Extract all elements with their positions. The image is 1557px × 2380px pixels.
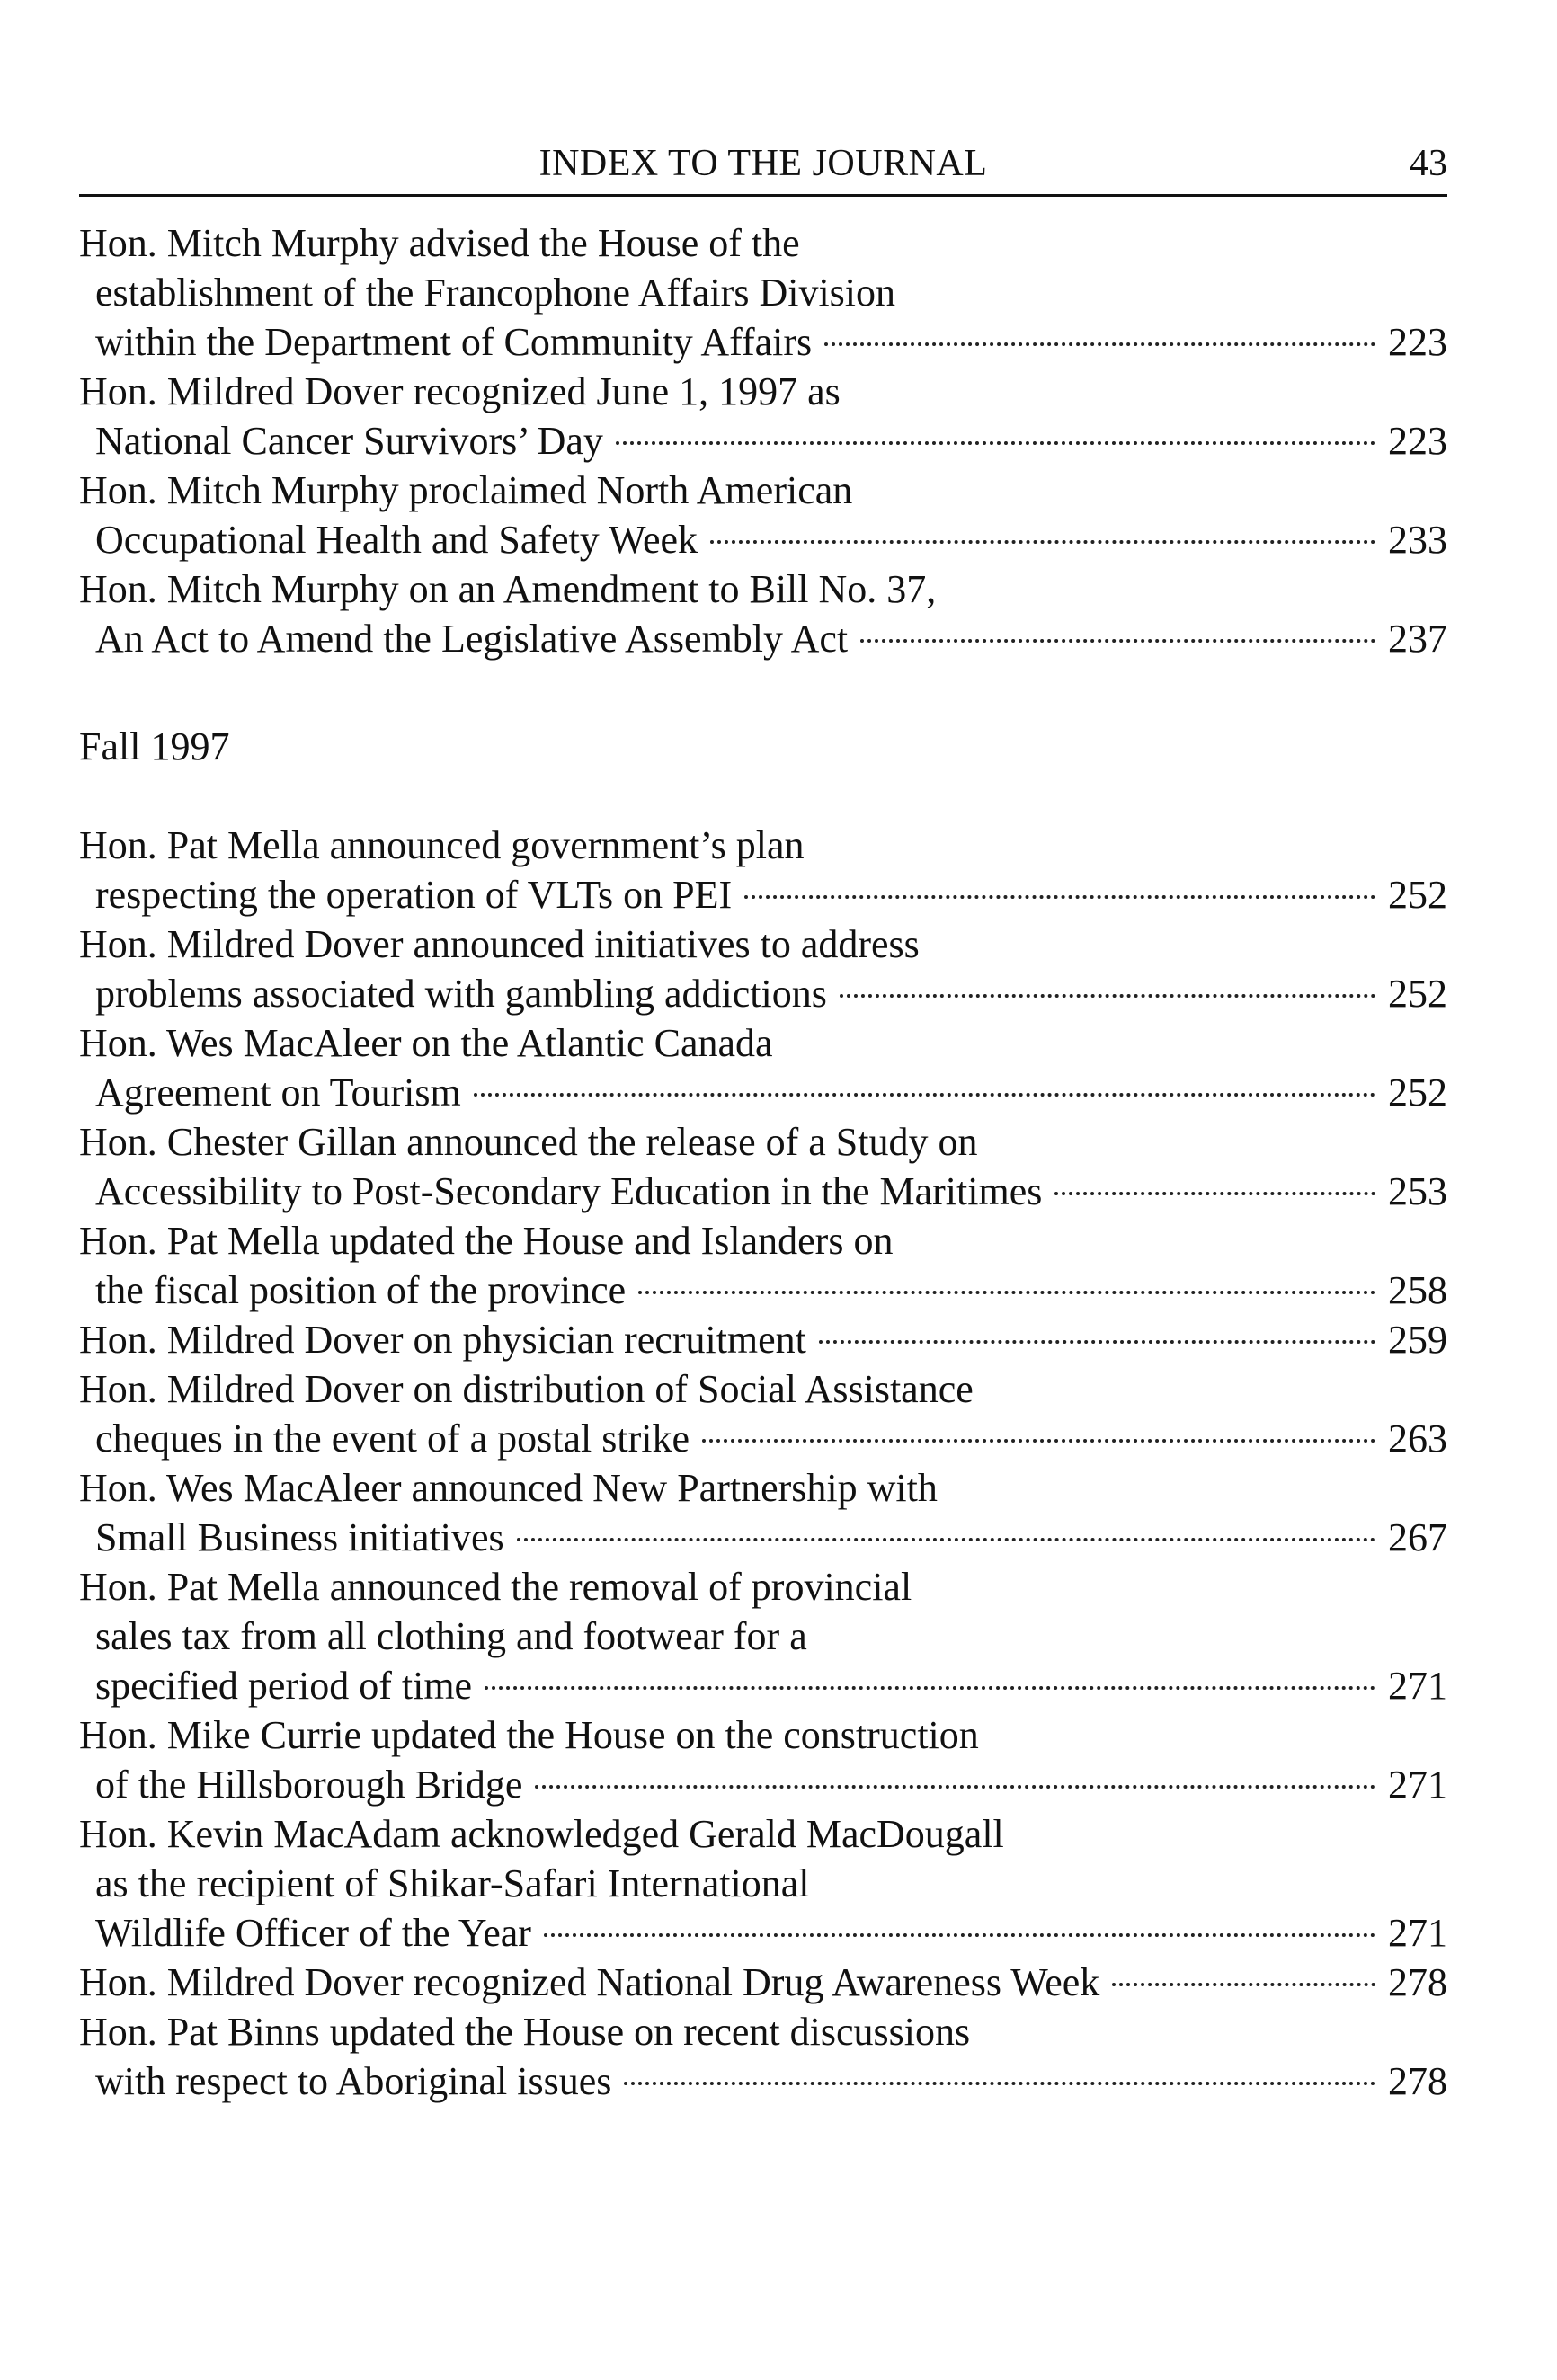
entry-text: Hon. Mildred Dover announced initiatives to address: [79, 922, 920, 966]
entry-page-number: 259: [1388, 1318, 1447, 1362]
dot-leader: [517, 1538, 1375, 1541]
entry-page-number: 278: [1388, 1960, 1447, 2004]
entry-line: [79, 1216, 1447, 1265]
dot-leader: [638, 1291, 1375, 1294]
entry-text: Agreement on Tourism: [95, 1070, 461, 1115]
entry-line: [79, 466, 1447, 515]
index-entry: [79, 821, 1447, 919]
entry-text: Hon. Mildred Dover recognized June 1, 1997 as: [79, 369, 841, 413]
entry-text: Hon. Mitch Murphy on an Amendment to Bill No. 37,: [79, 567, 937, 611]
entry-last-line: [79, 870, 1447, 919]
entry-text: Small Business initiatives: [95, 1515, 504, 1559]
entry-text: Wildlife Officer of the Year: [95, 1911, 531, 1955]
entry-text: Hon. Pat Mella announced the removal of provincial: [79, 1565, 912, 1609]
page-title: INDEX TO THE JOURNAL: [538, 143, 988, 184]
entry-text: establishment of the Francophone Affairs Division: [95, 271, 896, 315]
entry-last-line: [79, 1068, 1447, 1117]
entry-text: Hon. Mildred Dover recognized National Drug Awareness Week: [79, 1960, 1100, 2004]
entry-last-line: [79, 1414, 1447, 1463]
entry-page-number: 271: [1388, 1763, 1447, 1807]
dot-leader: [702, 1439, 1375, 1443]
entry-page-number: 263: [1388, 1416, 1447, 1461]
entry-page-number: 252: [1388, 873, 1447, 917]
entry-line: [79, 1463, 1447, 1513]
entry-line: [79, 1117, 1447, 1167]
entry-last-line: [79, 1958, 1447, 2007]
entry-line: [79, 564, 1447, 614]
dot-leader: [860, 639, 1375, 643]
entry-last-line: [79, 1760, 1447, 1809]
index-entry: [79, 1562, 1447, 1710]
entry-last-line: [79, 614, 1447, 663]
entry-text: Hon. Pat Mella announced government’s plan: [79, 823, 805, 867]
entry-text: Hon. Mitch Murphy proclaimed North American: [79, 468, 853, 512]
entry-line: [79, 367, 1447, 416]
entry-page-number: 252: [1388, 972, 1447, 1016]
entry-last-line: [79, 515, 1447, 564]
entry-text: Hon. Pat Binns updated the House on recent discussions: [79, 2010, 971, 2054]
index-section: [79, 722, 1447, 2106]
entry-text: within the Department of Community Affairs: [95, 320, 813, 364]
entry-line: [79, 268, 1447, 317]
entry-text: Hon. Pat Mella updated the House and Islanders on: [79, 1219, 894, 1263]
index-entry: [79, 1315, 1447, 1364]
index-entry: [79, 1117, 1447, 1216]
entry-last-line: [79, 1513, 1447, 1562]
section-heading: Fall 1997: [79, 724, 230, 768]
entry-line: [79, 1364, 1447, 1414]
entry-page-number: 233: [1388, 518, 1447, 562]
entry-text: Occupational Health and Safety Week: [95, 518, 698, 562]
index-section: [79, 218, 1447, 663]
entry-page-number: 223: [1388, 419, 1447, 463]
entry-last-line: [79, 969, 1447, 1018]
dot-leader: [840, 994, 1375, 998]
entry-text: as the recipient of Shikar-Safari International: [95, 1861, 810, 1905]
entry-page-number: 267: [1388, 1515, 1447, 1559]
index-entry: [79, 1216, 1447, 1315]
index-entry: [79, 1710, 1447, 1809]
index-entry: [79, 218, 1447, 367]
index-entry: [79, 466, 1447, 564]
entry-text: cheques in the event of a postal strike: [95, 1416, 690, 1461]
entry-text: sales tax from all clothing and footwear for a: [95, 1614, 807, 1658]
dot-leader: [474, 1093, 1375, 1097]
entry-page-number: 271: [1388, 1911, 1447, 1955]
entry-line: [79, 1018, 1447, 1068]
entry-text: Accessibility to Post-Secondary Education in the Maritimes: [95, 1169, 1043, 1213]
entry-last-line: [79, 1167, 1447, 1216]
entry-line: [79, 218, 1447, 268]
entry-text: Hon. Mildred Dover on physician recruitment: [79, 1318, 806, 1362]
entry-page-number: 237: [1388, 617, 1447, 661]
entry-line: [79, 2007, 1447, 2056]
dot-leader: [1054, 1192, 1375, 1195]
index-entry: [79, 564, 1447, 663]
index-body: [79, 197, 1447, 2106]
dot-leader: [624, 2082, 1375, 2085]
dot-leader: [819, 1340, 1375, 1344]
dot-leader: [824, 342, 1375, 346]
entry-last-line: [79, 2056, 1447, 2106]
entry-page-number: 258: [1388, 1268, 1447, 1312]
entry-page-number: 223: [1388, 320, 1447, 364]
entry-text: Hon. Mike Currie updated the House on the construction: [79, 1713, 979, 1757]
entry-text: An Act to Amend the Legislative Assembly Act: [95, 617, 849, 661]
entry-last-line: [79, 317, 1447, 367]
entry-text: with respect to Aboriginal issues: [95, 2059, 612, 2103]
entry-text: of the Hillsborough Bridge: [95, 1763, 523, 1807]
index-entry: [79, 1364, 1447, 1463]
page-header: [79, 135, 1447, 197]
entry-line: [79, 1562, 1447, 1612]
dot-leader: [485, 1686, 1375, 1690]
entry-last-line: [79, 416, 1447, 466]
entry-line: [79, 821, 1447, 870]
dot-leader: [710, 540, 1375, 544]
index-entry: [79, 1809, 1447, 1958]
index-entry: [79, 1463, 1447, 1562]
dot-leader: [744, 895, 1375, 899]
entry-last-line: [79, 1661, 1447, 1710]
dot-leader: [544, 1933, 1375, 1937]
entry-text: specified period of time: [95, 1664, 473, 1708]
entry-page-number: 253: [1388, 1169, 1447, 1213]
entry-text: Hon. Mitch Murphy advised the House of the: [79, 221, 800, 265]
entry-page-number: 278: [1388, 2059, 1447, 2103]
entry-line: [79, 1859, 1447, 1908]
entry-line: [79, 919, 1447, 969]
entry-text: Hon. Chester Gillan announced the release of a Study on: [79, 1120, 978, 1164]
entry-text: Hon. Kevin MacAdam acknowledged Gerald MacDougall: [79, 1812, 1004, 1856]
index-entry: [79, 1958, 1447, 2007]
entry-last-line: [79, 1908, 1447, 1958]
dot-leader: [616, 441, 1375, 445]
index-entry: [79, 2007, 1447, 2106]
entry-text: Hon. Mildred Dover on distribution of Social Assistance: [79, 1367, 974, 1411]
entry-text: respecting the operation of VLTs on PEI: [95, 873, 733, 917]
entry-page-number: 252: [1388, 1070, 1447, 1115]
entry-last-line: [79, 1265, 1447, 1315]
entry-line: [79, 1710, 1447, 1760]
entry-line: [79, 1612, 1447, 1661]
entry-page-number: 271: [1388, 1664, 1447, 1708]
dot-leader: [535, 1785, 1375, 1789]
entry-line: [79, 1809, 1447, 1859]
dot-leader: [1112, 1983, 1375, 1986]
entry-text: Hon. Wes MacAleer on the Atlantic Canada: [79, 1021, 773, 1065]
journal-index-page: [79, 135, 1447, 2106]
index-entry: [79, 367, 1447, 466]
entry-text: the fiscal position of the province: [95, 1268, 627, 1312]
page-number: 43: [1410, 143, 1447, 184]
index-entry: [79, 919, 1447, 1018]
entry-last-line: [79, 1315, 1447, 1364]
entry-text: problems associated with gambling addictions: [95, 972, 827, 1016]
index-entry: [79, 1018, 1447, 1117]
entry-text: National Cancer Survivors’ Day: [95, 419, 603, 463]
entry-text: Hon. Wes MacAleer announced New Partnership with: [79, 1466, 938, 1510]
